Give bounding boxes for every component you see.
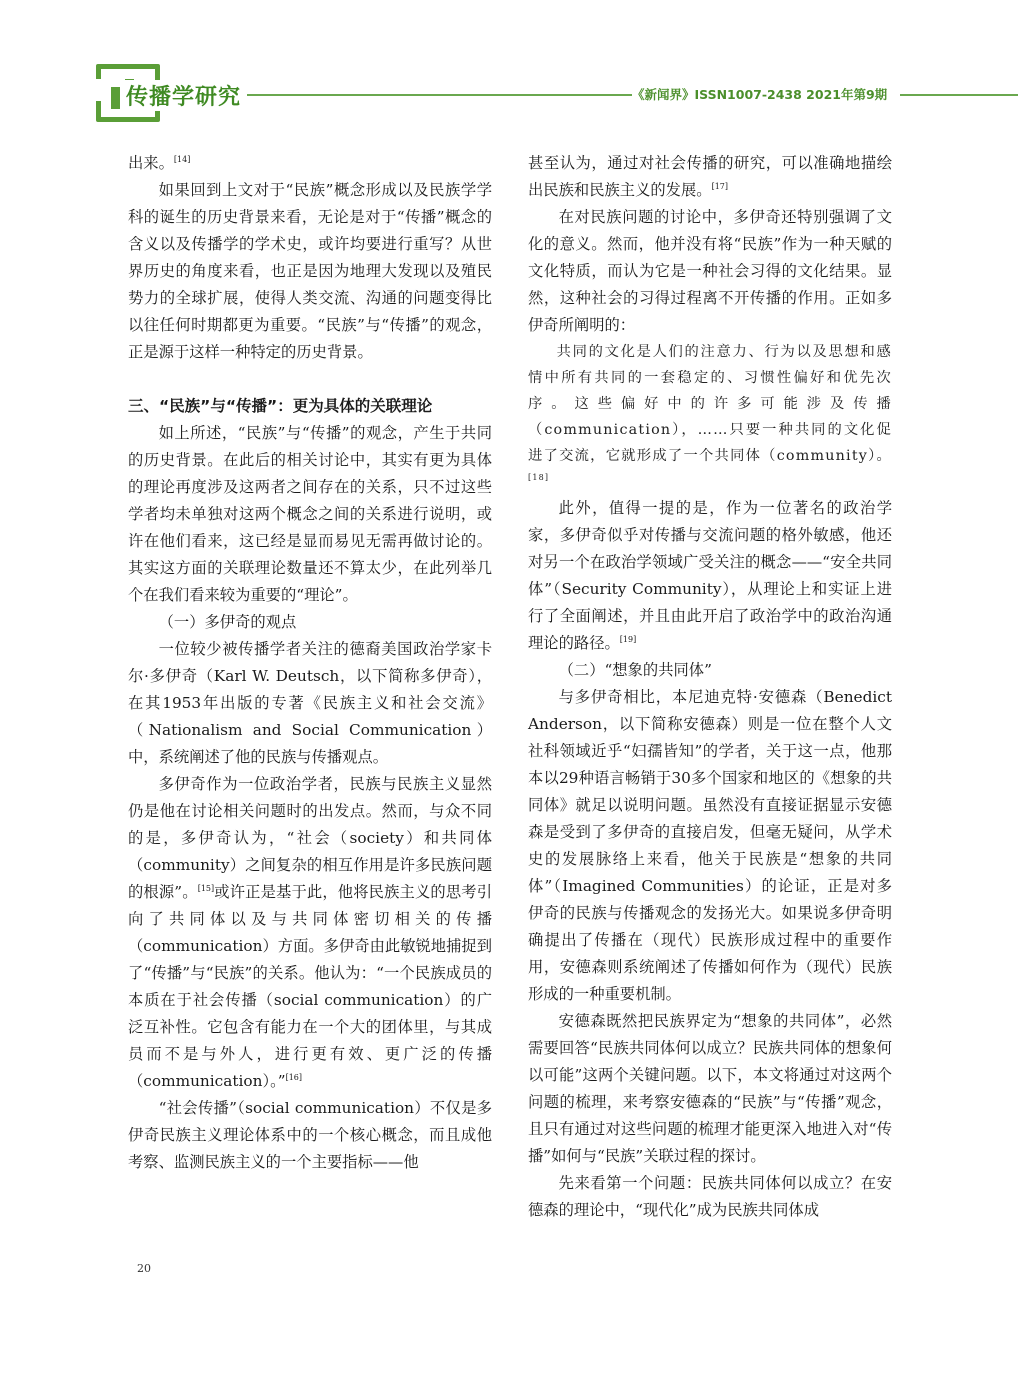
section-heading: 三、“民族”与“传播”：更为具体的关联理论	[128, 397, 433, 415]
subsection-heading: （二）“想象的共同体”	[558, 661, 712, 679]
paragraph: 多伊奇作为一位政治学者，民族与民族主义显然仍是他在讨论相关问题时的出发点。然而，与众不同的是，多伊奇认为，“社会（society）和共同体（community）之间复杂的相互作用是许多民族问题的根源”。[15]或许正是基于此，他将民族主义的思考引向了共同体以及与共同体密切相关的传播（communication）方面。多伊奇由此敏锐地捕捉到了“传播”与“民族”的关系。他认为：“一个民族成员的本质在于社会传播（social communication）的广泛互补性。它包含有能力在一个大的团体里，与其成员而不是与外人，进行更有效、更广泛的传播（communication）。”[16]	[128, 775, 492, 1090]
subsection-heading: （一）多伊奇的观点	[158, 613, 297, 631]
paragraph: 如果回到上文对于“民族”概念形成以及民族学学科的诞生的历史背景来看，无论是对于“传播”概念的含义以及传播学的学术史，或许均要进行重写？从世界历史的角度来看，也正是因为地理大发现以及殖民势力的全球扩展，使得人类交流、沟通的问题变得比以往任何时期都更为重要。“民族”与“传播”的观念，正是源于这样一种特定的历史背景。	[128, 181, 492, 361]
paragraph: 在对民族问题的讨论中，多伊奇还特别强调了文化的意义。然而，他并没有将“民族”作为一种天赋的文化特质，而认为它是一种社会习得的文化结果。显然，这种社会的习得过程离不开传播的作用。正如多伊奇所阐明的：	[528, 208, 892, 334]
journal-section-title: 传播学研究	[120, 80, 247, 111]
page-number: 20	[137, 1262, 151, 1275]
paragraph: 甚至认为，通过对社会传播的研究，可以准确地描绘出民族和民族主义的发展。[17]	[528, 154, 892, 199]
paragraph: 如上所述，“民族”与“传播”的观念，产生于共同的历史背景。在此后的相关讨论中，其实有更为具体的理论再度涉及这两者之间存在的关系，只不过这些学者均未单独对这两个概念之间的关系进行说明，或许在他们看来，这已经是显而易见无需再做讨论的。其实这方面的关联理论数量还不算太少，在此列举几个在我们看来较为重要的“理论”。	[128, 424, 492, 604]
issue-info: 《新闻界》ISSN1007-2438 2021年第9期	[632, 87, 888, 102]
paragraph: 安德森既然把民族界定为“想象的共同体”，必然需要回答“民族共同体何以成立？民族共同体的想象何以可能”这两个关键问题。以下，本文将通过对这两个问题的梳理，来考察安德森的“民族”与“传播”观念，且只有通过对这些问题的梳理才能更深入地进入对“传播”如何与“民族”关联过程的探讨。	[528, 1012, 892, 1165]
paragraph: 一位较少被传播学者关注的德裔美国政治学家卡尔·多伊奇（Karl W. Deutsch，以下简称多伊奇），在其1953年出版的专著《民族主义和社会交流》（Nationalism and Social Communication）中，系统阐述了他的民族与传播观点。	[128, 640, 492, 766]
left-column	[128, 150, 492, 1176]
right-column	[528, 150, 892, 1224]
paragraph: “社会传播”（social communication）不仅是多伊奇民族主义理论体系中的一个核心概念，而且成他考察、监测民族主义的一个主要指标——他	[128, 1099, 492, 1171]
quote-text: 共同的文化是人们的注意力、行为以及思想和感情中所有共同的一套稳定的、习惯性偏好和优先次序。这些偏好中的许多可能涉及传播（communication），……只要一种共同的文化促进了交流，它就形成了一个共同体（community）。[18]	[528, 344, 892, 483]
block-quote	[528, 339, 892, 495]
paragraph: 与多伊奇相比，本尼迪克特·安德森（Benedict Anderson，以下简称安德森）则是一位在整个人文社科领域近乎“妇孺皆知”的学者，关于这一点，他那本以29种语言畅销于30多个国家和地区的《想象的共同体》就足以说明问题。虽然没有直接证据显示安德森是受到了多伊奇的直接启发，但毫无疑问，从学术史的发展脉络上来看，他关于民族是“想象的共同体”（Imagined Communities）的论证，正是对多伊奇的民族与传播观念的发扬光大。如果说多伊奇明确提出了传播在（现代）民族形成过程中的重要作用，安德森则系统阐述了传播如何作为（现代）民族形成的一种重要机制。	[528, 688, 892, 1003]
paragraph: 出来。[14]	[128, 154, 191, 172]
paragraph: 此外，值得一提的是，作为一位著名的政治学家，多伊奇似乎对传播与交流问题的格外敏感，他还对另一个在政治学领域广受关注的概念——“安全共同体”（Security Community），从理论上和实证上进行了全面阐述，并且由此开启了政治学中的政治沟通理论的路径。[19]	[528, 499, 892, 652]
page-header	[0, 0, 1020, 140]
paragraph: 先来看第一个问题：民族共同体何以成立？在安德森的理论中，“现代化”成为民族共同体成	[528, 1174, 892, 1219]
header-rule-right	[900, 94, 1018, 96]
